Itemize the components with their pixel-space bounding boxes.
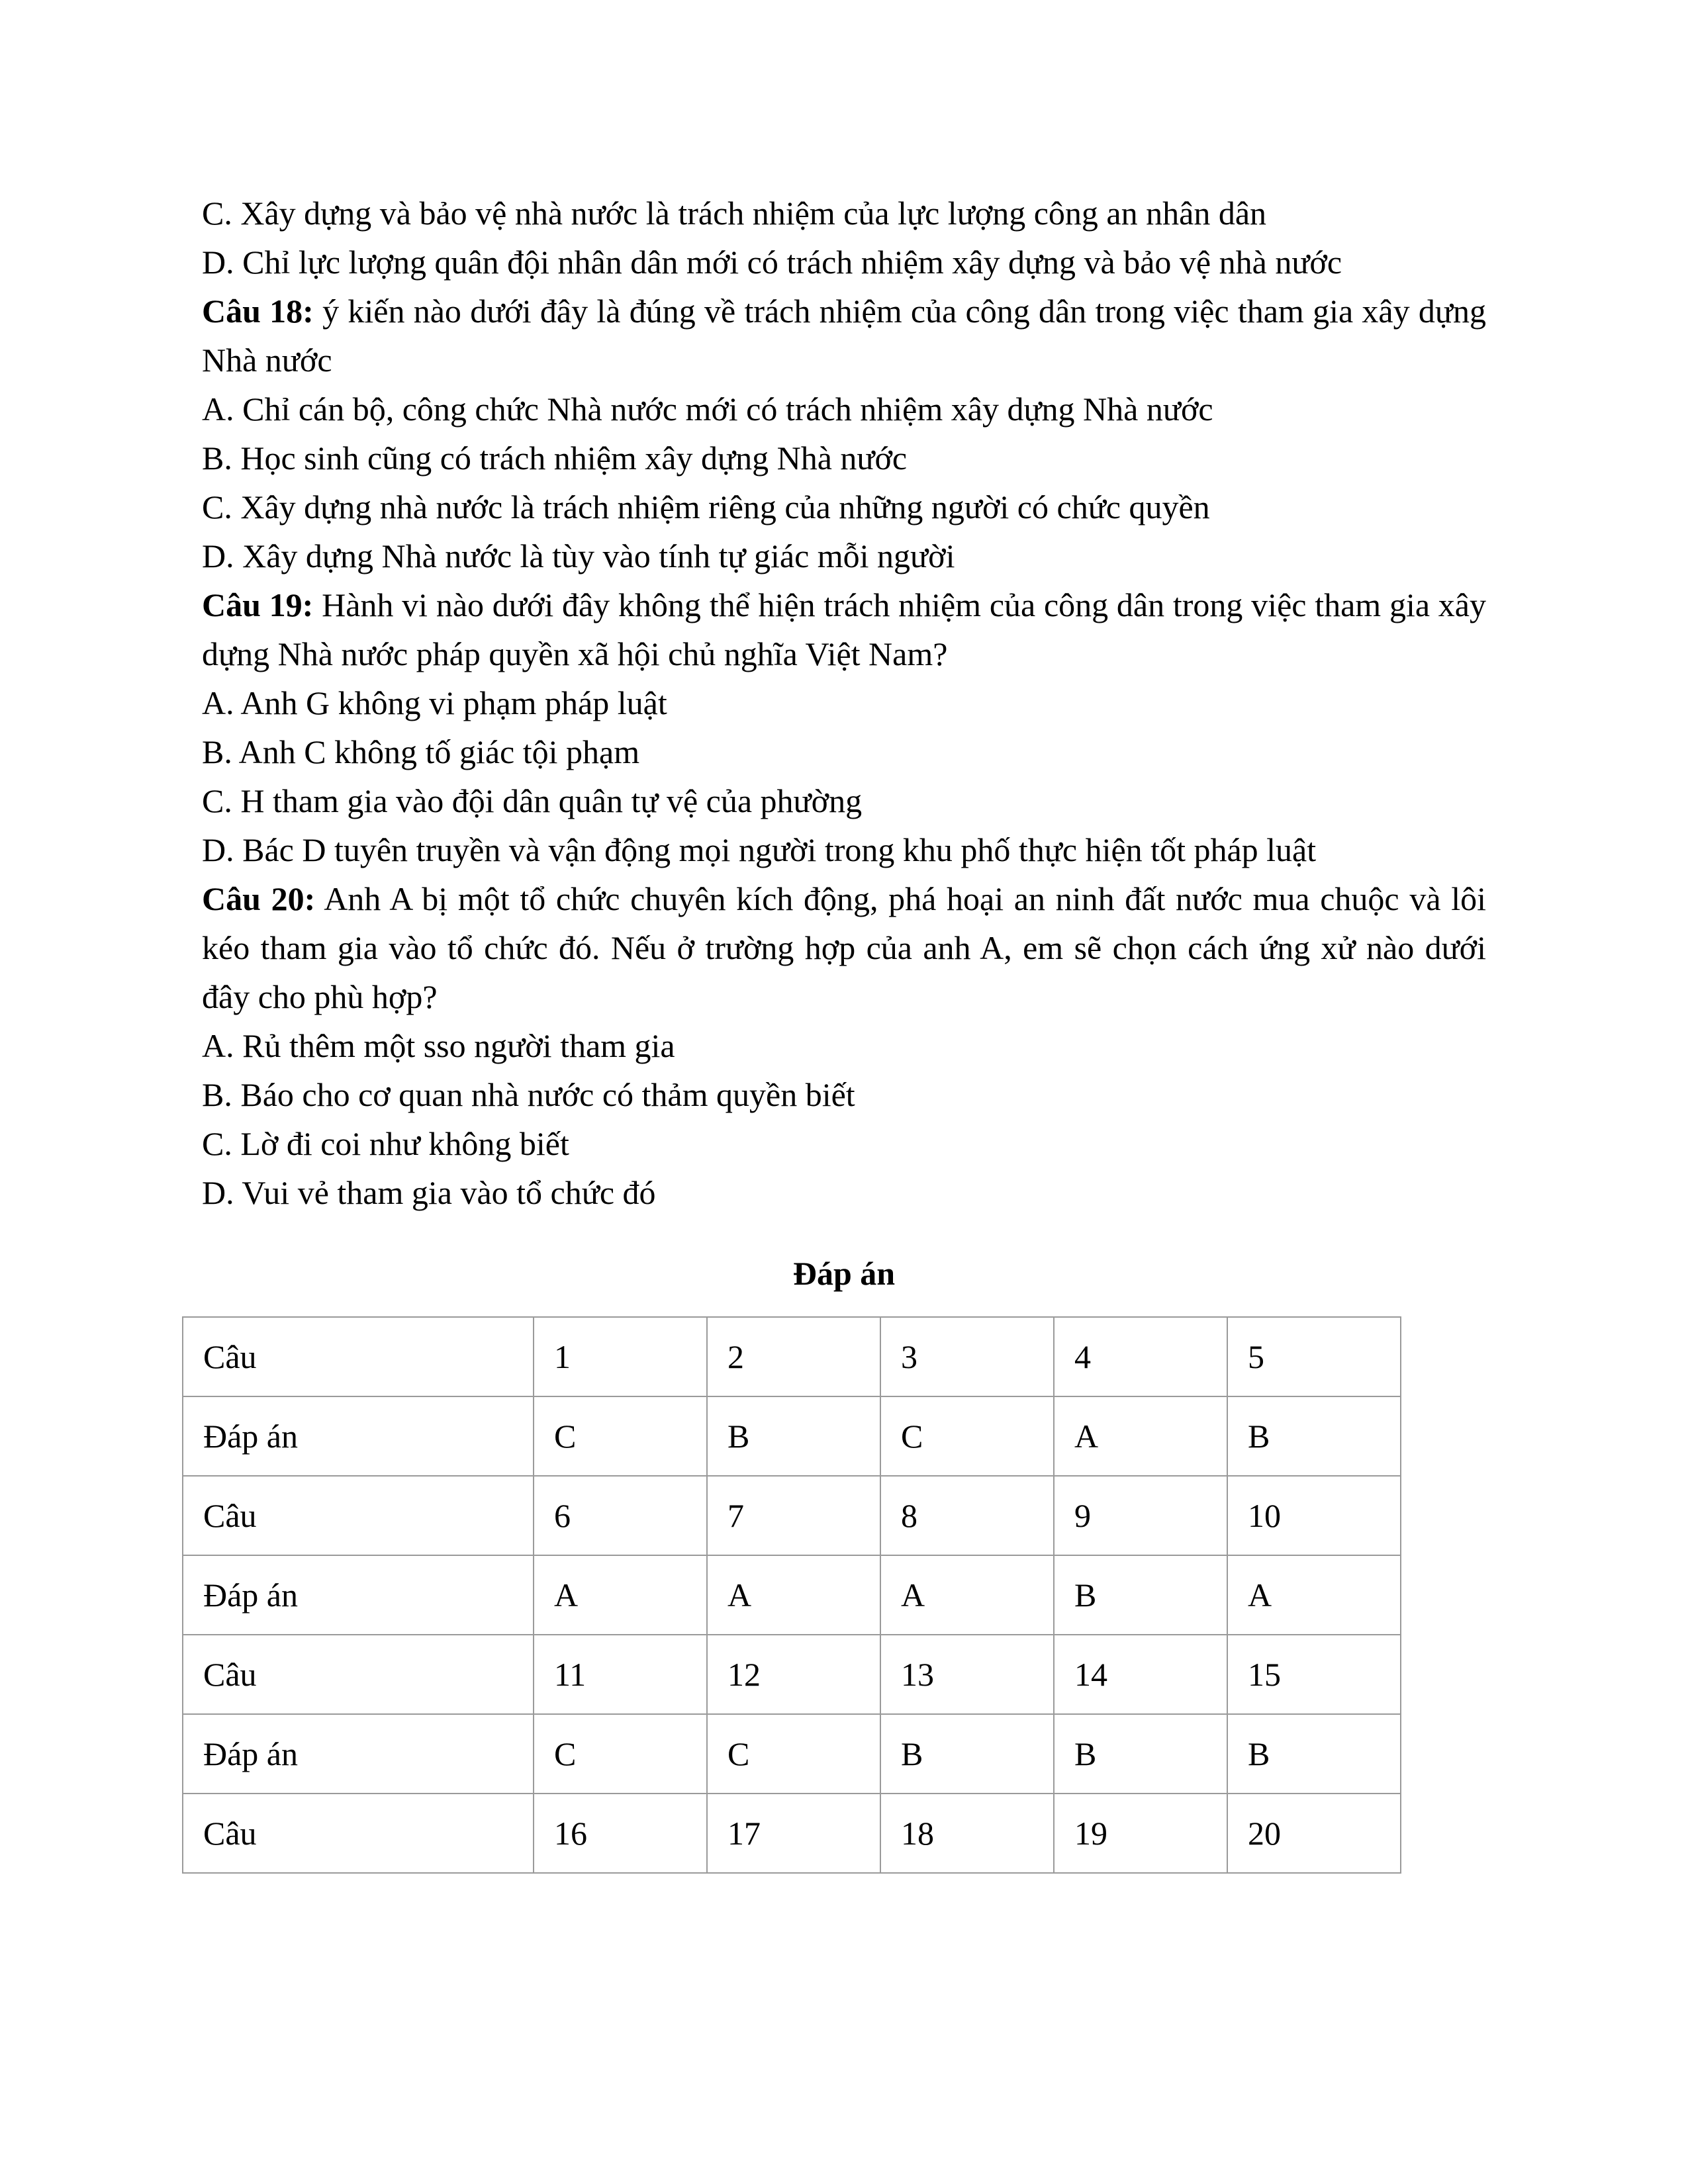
answer-key-table	[182, 1316, 1401, 1874]
table-cell: Đáp án	[183, 1714, 534, 1794]
table-cell: 2	[707, 1317, 880, 1396]
table-cell: 6	[534, 1476, 707, 1555]
table-cell: 18	[880, 1794, 1054, 1873]
paragraph-text: B. Anh C không tố giác tội phạm	[202, 733, 640, 770]
table-cell: 14	[1054, 1635, 1227, 1714]
paragraph-text: A. Chỉ cán bộ, công chức Nhà nước mới có trách nhiệm xây dựng Nhà nước	[202, 390, 1213, 428]
option-line	[202, 531, 1486, 580]
paragraph-text: D. Bác D tuyên truyền và vận động mọi người trong khu phố thực hiện tốt pháp luật	[202, 831, 1317, 868]
paragraph-text: B. Báo cho cơ quan nhà nước có thảm quyền biết	[202, 1076, 855, 1113]
table-cell: 12	[707, 1635, 880, 1714]
table-cell: B	[1054, 1714, 1227, 1794]
paragraph-text: D. Vui vẻ tham gia vào tổ chức đó	[202, 1174, 656, 1211]
paragraph-text: D. Chỉ lực lượng quân đội nhân dân mới có trách nhiệm xây dựng và bảo vệ nhà nước	[202, 244, 1342, 281]
question-label: Câu 18:	[202, 293, 314, 330]
table-cell: B	[880, 1714, 1054, 1794]
table-cell: 16	[534, 1794, 707, 1873]
question-18	[202, 287, 1486, 385]
table-row	[183, 1476, 1401, 1555]
table-cell: Câu	[183, 1476, 534, 1555]
table-cell: 17	[707, 1794, 880, 1873]
option-line	[202, 678, 1486, 727]
table-cell: Câu	[183, 1635, 534, 1714]
option-line	[202, 1070, 1486, 1119]
table-cell: 13	[880, 1635, 1054, 1714]
table-cell: C	[534, 1714, 707, 1794]
paragraph-text: A. Rủ thêm một sso người tham gia	[202, 1027, 675, 1064]
table-row	[183, 1714, 1401, 1794]
paragraph-text: Hành vi nào dưới đây không thể hiện trách nhiệm của công dân trong việc tham gia xây dựng Nhà nước pháp quyền xã hội chủ nghĩa Việt Nam?	[202, 586, 1486, 672]
table-row	[183, 1317, 1401, 1396]
paragraph-text: D. Xây dựng Nhà nước là tùy vào tính tự giác mỗi người	[202, 537, 955, 574]
paragraph-text: A. Anh G không vi phạm pháp luật	[202, 684, 667, 721]
table-cell: Đáp án	[183, 1396, 534, 1476]
table-cell: A	[880, 1555, 1054, 1635]
paragraph-text: C. H tham gia vào đội dân quân tự vệ của phường	[202, 782, 863, 819]
option-line	[202, 238, 1486, 287]
option-line	[202, 825, 1486, 874]
option-line	[202, 482, 1486, 531]
option-line	[202, 189, 1486, 238]
paragraph-text: C. Xây dựng nhà nước là trách nhiệm riêng của những người có chức quyền	[202, 488, 1210, 525]
table-cell: Câu	[183, 1794, 534, 1873]
table-cell: C	[707, 1714, 880, 1794]
option-line	[202, 1021, 1486, 1070]
table-cell: C	[880, 1396, 1054, 1476]
table-row	[183, 1635, 1401, 1714]
table-cell: B	[1227, 1396, 1401, 1476]
option-line	[202, 776, 1486, 825]
table-cell: 5	[1227, 1317, 1401, 1396]
paragraph-text: Anh A bị một tổ chức chuyên kích động, phá hoại an ninh đất nước mua chuộc và lôi kéo tham gia vào tổ chức đó. Nếu ở trường hợp của anh A, em sẽ chọn cách ứng xử nào dưới đây cho phù hợp?	[202, 880, 1486, 1015]
table-cell: 19	[1054, 1794, 1227, 1873]
paragraph-text: ý kiến nào dưới đây là đúng về trách nhiệm của công dân trong việc tham gia xây dựng Nhà nước	[202, 293, 1486, 379]
option-line	[202, 433, 1486, 482]
table-cell: 4	[1054, 1317, 1227, 1396]
question-19	[202, 580, 1486, 678]
table-cell: 15	[1227, 1635, 1401, 1714]
table-cell: 10	[1227, 1476, 1401, 1555]
table-cell: 7	[707, 1476, 880, 1555]
table-cell: A	[1054, 1396, 1227, 1476]
answer-key-title: Đáp án	[792, 1255, 896, 1292]
table-cell: A	[1227, 1555, 1401, 1635]
table-row	[183, 1555, 1401, 1635]
table-cell: Câu	[183, 1317, 534, 1396]
paragraph-text: C. Lờ đi coi như không biết	[202, 1125, 569, 1162]
option-line	[202, 385, 1486, 433]
table-cell: 20	[1227, 1794, 1401, 1873]
paragraph-text: B. Học sinh cũng có trách nhiệm xây dựng Nhà nước	[202, 439, 908, 477]
table-cell: Đáp án	[183, 1555, 534, 1635]
paragraph-text: C. Xây dựng và bảo vệ nhà nước là trách nhiệm của lực lượng công an nhân dân	[202, 195, 1267, 232]
table-cell: B	[1054, 1555, 1227, 1635]
table-row	[183, 1396, 1401, 1476]
question-20	[202, 874, 1486, 1021]
table-cell: B	[1227, 1714, 1401, 1794]
table-row	[183, 1794, 1401, 1873]
table-cell: B	[707, 1396, 880, 1476]
table-cell: A	[707, 1555, 880, 1635]
option-line	[202, 727, 1486, 776]
question-label: Câu 19:	[202, 586, 314, 623]
table-cell: C	[534, 1396, 707, 1476]
table-cell: 9	[1054, 1476, 1227, 1555]
table-cell: 8	[880, 1476, 1054, 1555]
table-cell: A	[534, 1555, 707, 1635]
question-label: Câu 20:	[202, 880, 316, 917]
option-line	[202, 1168, 1486, 1217]
table-cell: 3	[880, 1317, 1054, 1396]
table-cell: 11	[534, 1635, 707, 1714]
option-line	[202, 1119, 1486, 1168]
table-cell: 1	[534, 1317, 707, 1396]
